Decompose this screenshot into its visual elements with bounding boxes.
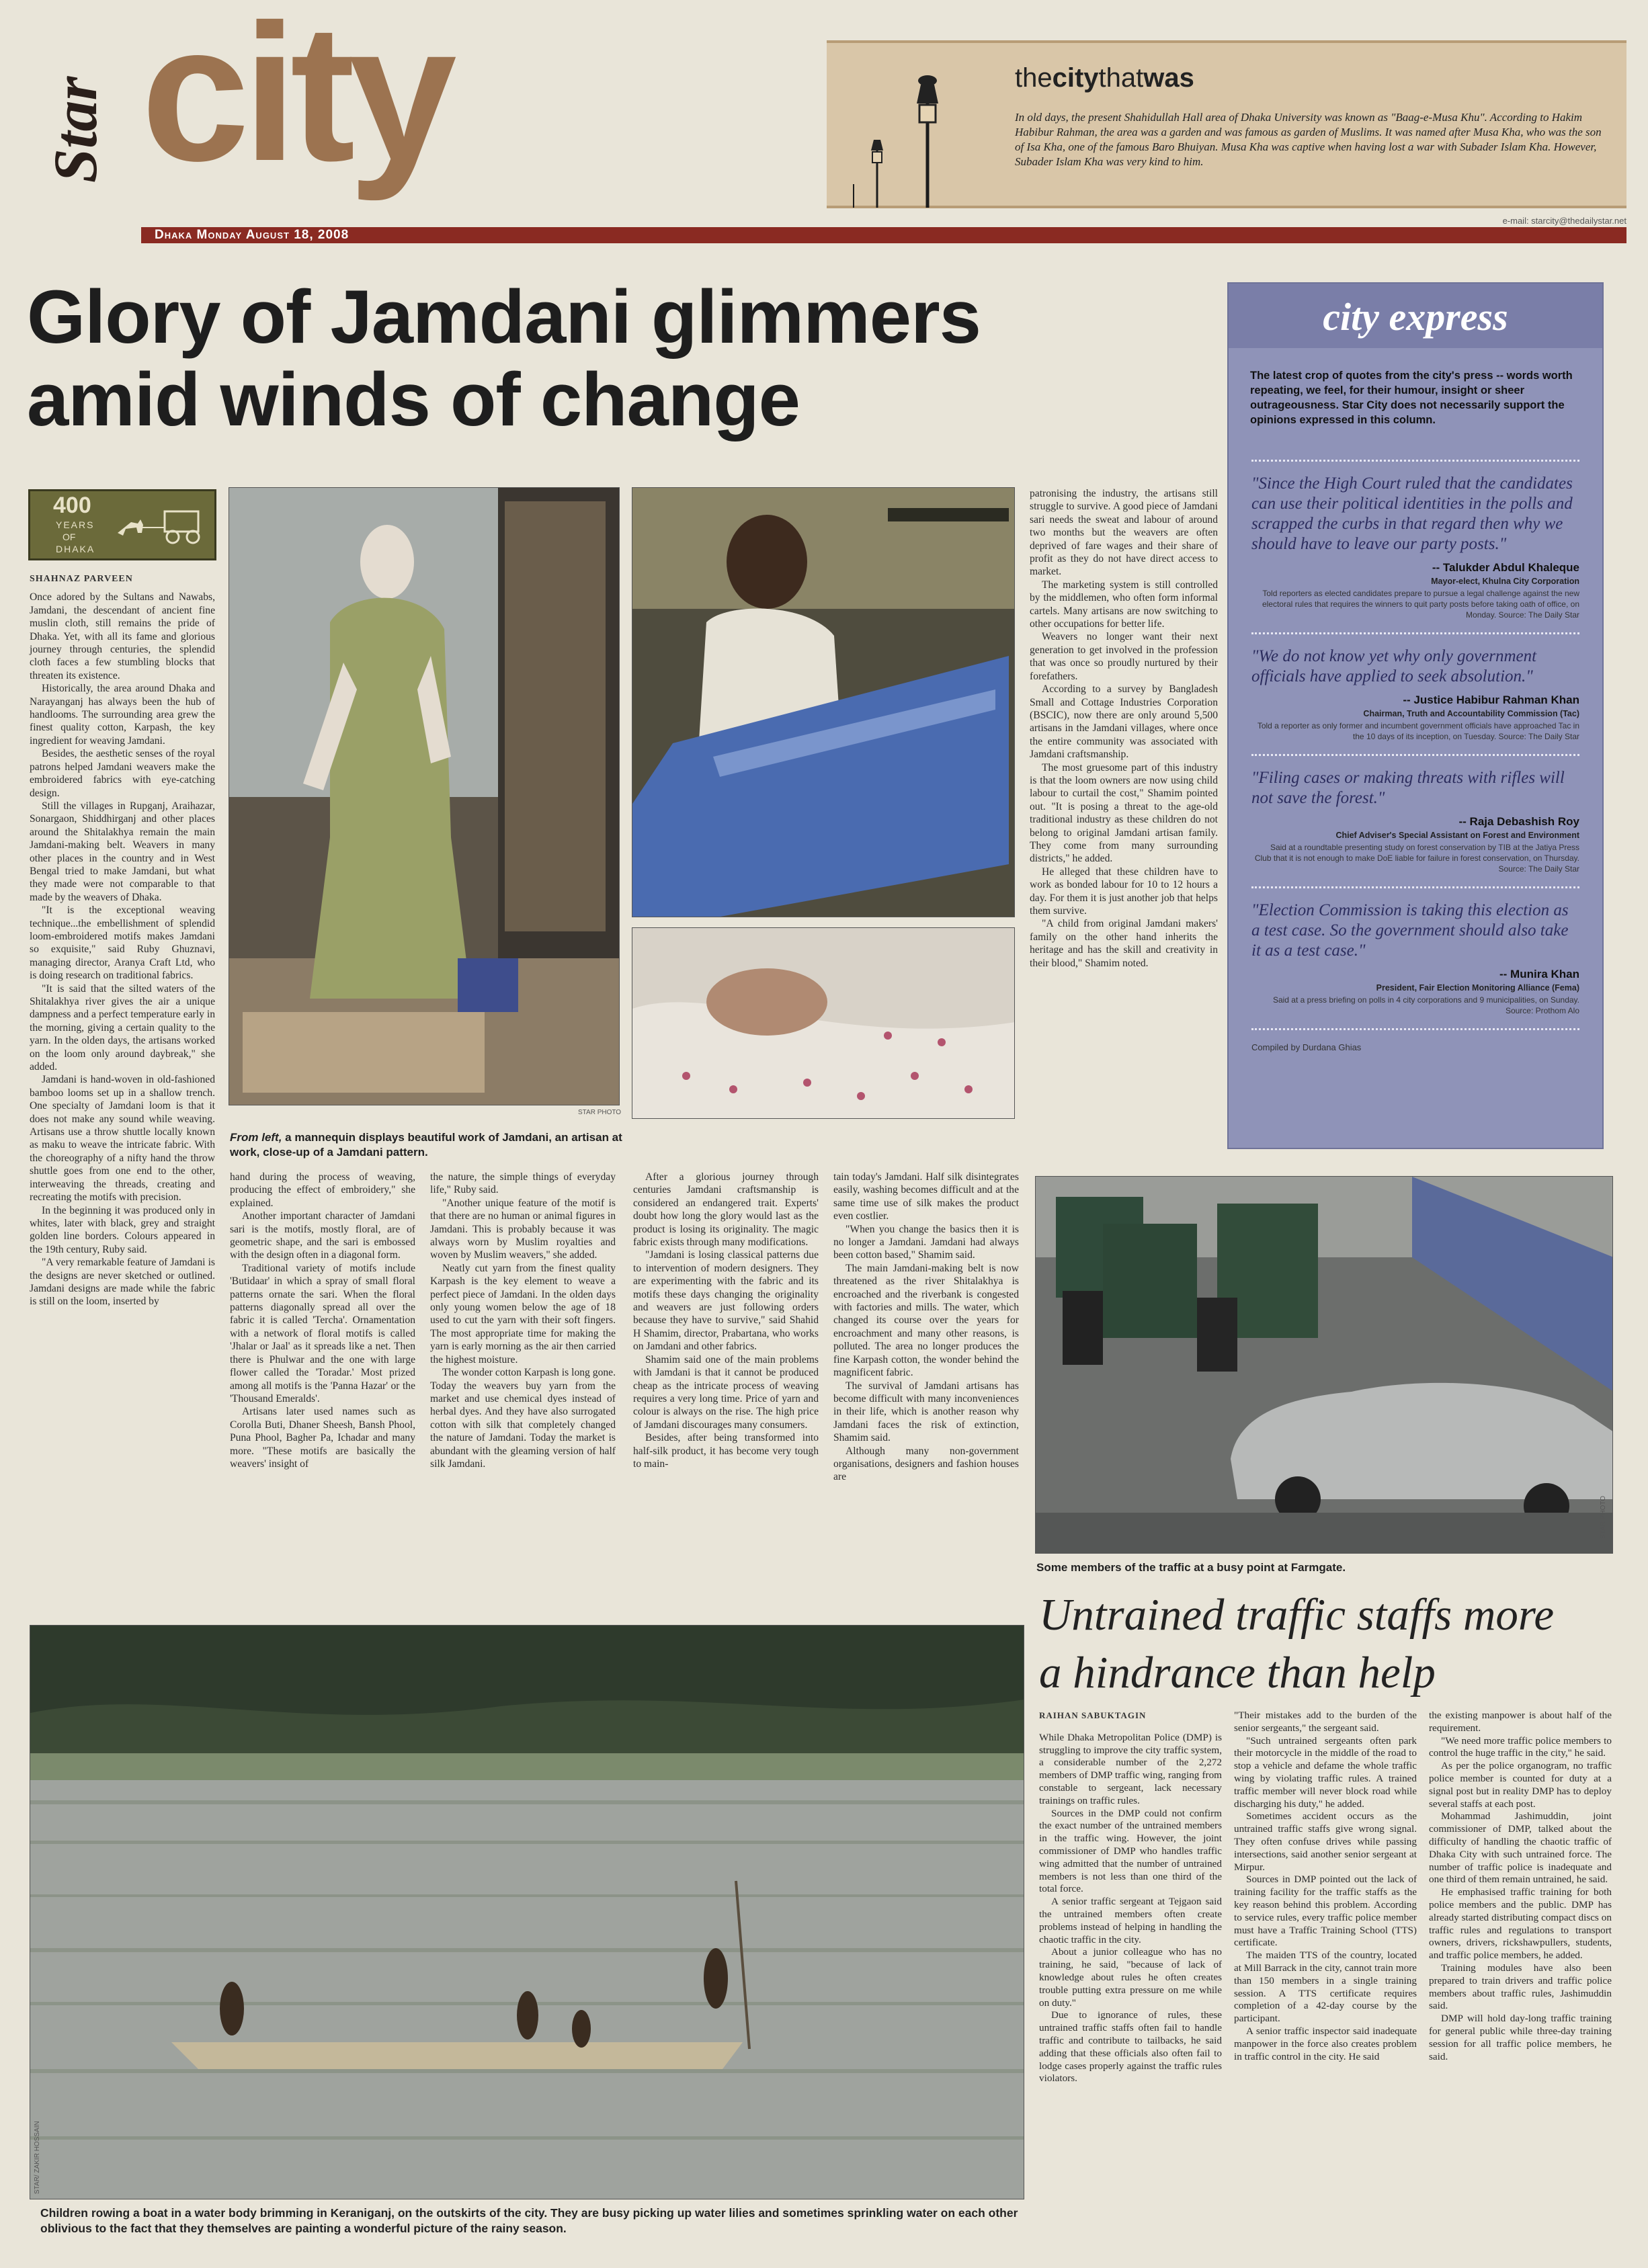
quote-text: "We do not know yet why only government officials have applied to seek absolution." bbox=[1251, 647, 1537, 685]
traffic-headline-line-2: a hindrance than help bbox=[1039, 1648, 1436, 1697]
paragraph: "When you change the basics then it is no longer a Jamdani. Jamdani had always been cotton based," Shamim said. bbox=[833, 1223, 1019, 1261]
badge-years: YEARS bbox=[56, 519, 95, 530]
headline-line-1: Glory of Jamdani glimmers bbox=[27, 275, 981, 359]
quote-item bbox=[1251, 474, 1579, 620]
paragraph: Besides, the aesthetic senses of the royal patrons helped Jamdani weavers make the embroidered fabrics with eye-catching design. bbox=[30, 748, 215, 799]
quote-item bbox=[1251, 646, 1579, 742]
quote-source: Told reporters as elected candidates prepare to pursue a legal challenge against the new electoral rules that requires the winners to quit party posts before taking oath of office, on Monday. Source: The Daily Star bbox=[1262, 589, 1579, 620]
city-express-box bbox=[1227, 282, 1604, 1149]
traffic-article-col-2 bbox=[1234, 1710, 1417, 2063]
badge-number: 400 bbox=[53, 493, 91, 518]
quote-name: -- Talukder Abdul Khaleque bbox=[1432, 561, 1579, 574]
city-express-quotes bbox=[1251, 460, 1579, 1052]
main-article-col-1 bbox=[30, 573, 215, 1308]
traffic-image bbox=[1036, 1177, 1613, 1554]
paragraph: Sometimes accident occurs as the untrained traffic staffs give wrong signal. They often confuse drives while passing intersections, said another senior sergeant at Mirpur. bbox=[1234, 1810, 1417, 1873]
paragraph: The wonder cotton Karpash is long gone. Today the weavers buy yarn from the market and use chemical dyes instead of herbal dyes. And they have also surrogated cotton with silk that completely changed the nature of Jamdani. Today the market is abundant with the gleaming version of half silk Jamdani. bbox=[430, 1367, 616, 1470]
paragraph: "A very remarkable feature of Jamdani is the designs are never sketched or outlined. Jamdani designs are made while the fabric is still on the loom, inserted by bbox=[30, 1257, 215, 1308]
pattern-closeup-photo bbox=[632, 927, 1015, 1119]
traffic-byline: RAIHAN SABUKTAGIN bbox=[1039, 1710, 1147, 1720]
title-city: city bbox=[1052, 63, 1099, 93]
paragraph: DMP will hold day-long traffic training for general public while three-day training session for all traffic police members, he said. bbox=[1429, 2013, 1612, 2062]
mannequin-photo bbox=[229, 487, 620, 1105]
dateline-rule bbox=[141, 227, 1626, 243]
traffic-article-col-3 bbox=[1429, 1710, 1612, 2063]
quote-text: "Election Commission is taking this election as a test case. So the government should also take it as a test case." bbox=[1251, 901, 1569, 960]
paragraph: Sources in the DMP could not confirm the exact number of the untrained members in the traffic wing. However, the joint commissioner of DMP who handles traffic wing admitted that the number of untrained members is not less than one third of the total force. bbox=[1039, 1807, 1222, 1895]
quote-item bbox=[1251, 768, 1579, 874]
divider bbox=[1251, 1028, 1579, 1030]
main-headline bbox=[27, 276, 1210, 441]
paragraph: According to a survey by Bangladesh Small and Cottage Industries Corporation (BSCIC), now there are only around 5,500 artisans in the Jamdani villages, where once the entire community was associated with Jamdani craftsmanship. bbox=[1030, 683, 1218, 761]
paragraph: In the beginning it was produced only in whites, later with black, grey and straight golden line borders. Colours appeared in the 19th century, Ruby said. bbox=[30, 1204, 215, 1255]
city-express-header bbox=[1229, 284, 1602, 348]
quote-source: Said at a press briefing on polls in 4 city corporations and 9 municipalities, on Sunday. Source: Prothom Alo bbox=[1272, 995, 1579, 1015]
paragraph: patronising the industry, the artisans still struggle to survive. A good piece of Jamdani sari needs the sweat and labour of around two months but the weavers are often deprived of fare wages and their share of profit as they do not have direct access to market. bbox=[1030, 488, 1218, 578]
paragraph: the nature, the simple things of everyday life," Ruby said. bbox=[430, 1171, 616, 1196]
paragraph: The main Jamdani-making belt is now threatened as the river Shitalakhya is encroached and the riverbank is congested with factories and mills. The water, which changed its course over the years for encroachment and many other reasons, is polluted. The area no longer produces the fine Karpash cotton, the wonder behind the magnificent fabric. bbox=[833, 1262, 1019, 1379]
divider bbox=[1251, 886, 1579, 888]
paragraph: Sources in DMP pointed out the lack of training facility for the traffic staffs as the key reason behind this problem. According to service rules, every traffic police member must have a Traffic Training School (TTS) certificate. bbox=[1234, 1874, 1417, 1949]
main-article-col-4 bbox=[633, 1171, 819, 1470]
traffic-photo-credit: STAR PHOTO bbox=[1600, 1495, 1607, 1539]
paragraph: Historically, the area around Dhaka and Narayanganj has always been the hub of handlooms. The surrounding area grew the finest quality cotton, Karpash, the key ingredient for weaving Jamdani. bbox=[30, 683, 215, 747]
quote-role: Chief Adviser's Special Assistant on Forest and Environment bbox=[1335, 831, 1579, 840]
pattern-image bbox=[632, 928, 1015, 1119]
divider bbox=[1251, 460, 1579, 462]
quote-source: Told a reporter as only former and incumbent government officials have approached Tac in the 10 days of its inception, on Tuesday. Source: The Daily Star bbox=[1257, 721, 1579, 741]
title-the: the bbox=[1015, 63, 1053, 93]
paragraph: The most gruesome part of this industry is that the loom owners are now using child labour to curtail the cost," Shamim pointed out. "It is posing a threat to the age-old traditional industry as these children do not belong to original Jamdani artisan family. They come from many surrounding districts," he added. bbox=[1030, 761, 1218, 865]
traffic-headline-line-1: Untrained traffic staffs more bbox=[1039, 1590, 1555, 1640]
paragraph: "It is said that the silted waters of the Shitalakhya river gives the air a unique dampness and a perfect temperature early in the morning, giving a certain quality to the yarn. In the olden days, the artisans worked on the loom only around daybreak," she added. bbox=[30, 982, 215, 1073]
quote-role: President, Fair Election Monitoring Alliance (Fema) bbox=[1376, 983, 1579, 993]
main-article-col-5 bbox=[833, 1171, 1019, 1484]
main-article-col-2 bbox=[230, 1171, 415, 1470]
paragraph: Traditional variety of motifs include 'Butidaar' in which a spray of small floral patterns ornate the sari. When the floral patterns diagonally spread all over the fabric it is called 'Tercha'. Ornamentation with a network of floral motifs is called 'Jhalar or Jaal' as it spreads like a net. Then there is Phulwar and the one with large flower called the 'Toradar.' Most prized among all motifs is the 'Panna Hazar' or the 'Thousand Emeralds'. bbox=[230, 1262, 415, 1404]
traffic-headline bbox=[1039, 1586, 1617, 1702]
paragraph: A senior traffic inspector said inadequate manpower in the force also creates problem in traffic control in the city. He said bbox=[1234, 2025, 1417, 2062]
artisan-photo bbox=[632, 487, 1015, 917]
paragraph: Still the villages in Rupganj, Araihazar, Sonargaon, Shiddhirganj and other places around the Shitalakhya remain the main Jamdani-making belt. Weavers in many other places in the country and in West Bengal tried to make Jamdani, but what they made were not comparable to that made by the weavers of Dhaka. bbox=[30, 800, 215, 903]
paragraph: About a junior colleague who has no training, he said, "because of lack of knowledge about rules he often creates trouble putting extra pressure on me while on duty." bbox=[1039, 1946, 1222, 2009]
caption-lead: From left, bbox=[230, 1131, 282, 1144]
main-photo-caption bbox=[230, 1130, 626, 1160]
city-that-was-title bbox=[1015, 63, 1194, 93]
paragraph: The survival of Jamdani artisans has become difficult with many inconveniences in their life, which is another reason why Jamdani faces the risk of extinction, Shamim said. bbox=[833, 1380, 1019, 1444]
mannequin-image bbox=[229, 488, 620, 1105]
paragraph: hand during the process of weaving, producing the effect of embroidery," she explained. bbox=[230, 1171, 415, 1209]
paragraph: He emphasised traffic training for both police members and the public. DMP has already started distributing compact discs on traffic rules and regulations to transport owners, drivers, rickshawpullers, students, and traffic police members, he added. bbox=[1429, 1886, 1612, 1962]
paragraph: Neatly cut yarn from the finest quality Karpash is the key element to weave a perfect piece of Jamdani. In the olden days only young women below the age of 18 used to cut the yarn with their soft fingers. The most appropriate time for making the yarn is early morning as the air then carried the highest moisture. bbox=[430, 1262, 616, 1366]
quote-name: -- Raja Debashish Roy bbox=[1458, 815, 1579, 828]
paragraph: He alleged that these children have to work as bonded labour for 10 to 12 hours a day. For them it is just another job that helps them survive. bbox=[1030, 866, 1218, 917]
paragraph: The maiden TTS of the country, located at Mill Barrack in the city, cannot train more than 150 members in a single training session. A TTS certificate requires completion of a 42-day course by the participant. bbox=[1234, 1949, 1417, 2025]
paragraph: After a glorious journey through centuries Jamdani craftsmanship is considered an endangered trait. Experts' doubt how long the glory would last as the product is losing its originality. The magic fabric exists through many modifications. bbox=[633, 1171, 819, 1249]
artisan-image bbox=[632, 488, 1015, 917]
badge-of: OF bbox=[63, 532, 76, 542]
quote-text: "Filing cases or making threats with rifles will not save the forest." bbox=[1251, 769, 1565, 807]
traffic-article-col-1 bbox=[1039, 1710, 1222, 2085]
traffic-photo-caption: Some members of the traffic at a busy point at Farmgate. bbox=[1036, 1561, 1346, 1574]
paragraph: The marketing system is still controlled by the middlemen, who often form informal cartels. Many artisans are now switching to other occupations for better life. bbox=[1030, 579, 1218, 630]
title-was: was bbox=[1143, 63, 1194, 93]
paragraph: Another important character of Jamdani sari is the motifs, mostly floral, are of geometric shape, and the sari is embossed with the design often in a diagonal form. bbox=[230, 1210, 415, 1261]
traffic-photo bbox=[1035, 1176, 1613, 1554]
river-photo-caption: Children rowing a boat in a water body brimming in Keraniganj, on the outskirts of the city. They are busy picking up water lilies and sometimes sprinkling water on each other oblivious to the fact that they themselves are painting a wonderful picture of the rainy season. bbox=[40, 2206, 1018, 2235]
paragraph: "We need more traffic police members to control the huge traffic in the city," he said. bbox=[1429, 1734, 1612, 1759]
dhaka-400-badge bbox=[28, 489, 216, 560]
quote-item bbox=[1251, 900, 1579, 1016]
brand-title: city bbox=[141, 0, 450, 202]
paragraph: While Dhaka Metropolitan Police (DMP) is struggling to improve the city traffic system, a considerable number of the 2,272 members of DMP traffic wing, ranging from constable to sergeant, lack necessary trainings on traffic rules. bbox=[1039, 1731, 1222, 1806]
river-image bbox=[30, 1626, 1024, 2199]
city-that-was-text: In old days, the present Shahidullah Hall area of Dhaka University was known as "Baag-e-Musa Khu". According to Hakim Habibur Rahman, the area was a garden and was famous as garden of Muslims. It was named after Musa Kha, who was the son of Isa Kha, one of the famous Baro Bhuiyan. Musa Kha was captive when having lost a war with Subader Islam Kha. However, Subader Islam Kha was very kind to him. bbox=[1015, 111, 1602, 168]
paragraph: A senior traffic sergeant at Tejgaon said the untrained members often create problems instead of helping in handling the chaotic traffic in the city. bbox=[1039, 1896, 1222, 1945]
paragraph: Weavers no longer want their next generation to get involved in the profession that was once so proudly nurtured by their forefathers. bbox=[1030, 631, 1218, 682]
paragraph: tain today's Jamdani. Half silk disintegrates easily, washing becomes difficult and at the same time use of silk makes the product even costlier. bbox=[833, 1171, 1019, 1222]
paragraph: "Jamdani is losing classical patterns due to intervention of modern designers. They are experimenting with the fabric and its motifs these days changing the originality and weavers are just following orders because they have to survive," said Shahid H Shamim, director, Prabartana, who works on Jamdani and other fabrics. bbox=[633, 1249, 819, 1353]
photo-credit: STAR PHOTO bbox=[578, 1109, 622, 1116]
city-that-was-box bbox=[827, 40, 1626, 208]
paragraph: Although many non-government organisations, designers and fashion houses are bbox=[833, 1445, 1019, 1483]
quote-name: -- Munira Khan bbox=[1499, 968, 1579, 980]
river-photo-credit: STAR/ ZAKIR HOSSAIN bbox=[34, 2121, 41, 2194]
paragraph: "A child from original Jamdani makers' family on the other hand inherits the heritage and has the skill and creativity in their blood," Shamim noted. bbox=[1030, 918, 1218, 969]
paragraph: "Another unique feature of the motif is that there are no human or animal figures in Jamdani. This is probably because it was always worn by Muslim royalties and woven by Muslim weavers," she added. bbox=[430, 1197, 616, 1261]
quote-name: -- Justice Habibur Rahman Khan bbox=[1403, 694, 1579, 706]
paragraph: Mohammad Jashimuddin, joint commissioner of DMP, talked about the difficulty of handling the chaotic traffic of Dhaka City with such untrained force. The number of traffic police is inadequate and one third of them remain untrained, he said. bbox=[1429, 1810, 1612, 1886]
paragraph: the existing manpower is about half of the requirement. bbox=[1429, 1710, 1612, 1734]
city-express-title: city express bbox=[1323, 295, 1508, 339]
paragraph: Due to ignorance of rules, these untrained traffic staffs often fail to handle traffic and contribute to tailbacks, he said adding that these officials also often fail to lodge cases properly against the traffic rules violators. bbox=[1039, 2009, 1222, 2085]
quote-source: Said at a roundtable presenting study on forest conservation by TIB at the Jatiya Press Club that it is not enough to make DoE liable for failure in forest conservation, on Thursday. Source: The Daily Star bbox=[1254, 843, 1579, 874]
headline-line-2: amid winds of change bbox=[27, 358, 800, 442]
main-article-col-6 bbox=[1030, 487, 1218, 970]
quote-text: "Since the High Court ruled that the candidates can use their political identities in the polls and scrapped the curbs in that regard then why we should have to leave our party posts." bbox=[1251, 474, 1573, 553]
city-express-intro: The latest crop of quotes from the city's press -- words worth repeating, we feel, for their humour, insight or sheer outrageousness. Star City does not necessarily support the opinions expressed in this column. bbox=[1250, 370, 1573, 426]
paragraph: Once adored by the Sultans and Nawabs, Jamdani, the descendant of ancient fine muslin cloth, still remains the pride of Dhaka. Yet, with all its fame and glorious journey through centuries, the splendid cloth faces a few stumbling blocks that threaten its existence. bbox=[30, 591, 215, 681]
divider bbox=[1251, 632, 1579, 634]
title-that: that bbox=[1098, 63, 1144, 93]
byline: SHAHNAZ PARVEEN bbox=[30, 574, 133, 584]
brand-prefix: Star bbox=[41, 76, 110, 183]
paragraph: Shamim said one of the main problems with Jamdani is that it cannot be produced cheap as the intricate process of weaving requires a very long time. Price of yarn and colour is always on the rise. The high price of Jamdani discourages many consumers. bbox=[633, 1353, 819, 1431]
badge-dhaka: DHAKA bbox=[56, 544, 95, 554]
main-article-col-3 bbox=[430, 1171, 616, 1470]
paragraph: "It is the exceptional weaving technique...the embellishment of splendid loom-embroidered motifs makes Jamdani so exquisite," said Ruby Ghuznavi, managing director, Aranya Craft Ltd, who is doing research on traditional fabrics. bbox=[30, 905, 215, 982]
river-photo bbox=[30, 1625, 1024, 2199]
street-lamp-icon bbox=[847, 50, 981, 211]
masthead bbox=[27, 0, 1626, 261]
quote-role: Mayor-elect, Khulna City Corporation bbox=[1431, 577, 1579, 586]
paragraph: As per the police organogram, no traffic police member is counted for duty at a signal post but in reality DMP has to deploy several staffs at each post. bbox=[1429, 1760, 1612, 1810]
paragraph: Jamdani is hand-woven in old-fashioned bamboo looms set up in a shallow trench. One specialty of Jamdani loom is that it does not make any sound while weaving. Artisans use a throw shuttle locally known as maku to weave the intricate fabric. With the choreography of a nifty hand the throw shuttle goes from one end to the other, interweaving the threads, creating and recreating the motifs with precision. bbox=[30, 1074, 215, 1204]
dateline: Dhaka Monday August 18, 2008 bbox=[155, 228, 349, 242]
caption-text: a mannequin displays beautiful work of Jamdani, an artisan at work, close-up of a Jamdani pattern. bbox=[230, 1131, 622, 1159]
paragraph: Besides, after being transformed into half-silk product, it has become very tough to main- bbox=[633, 1432, 819, 1470]
horse-carriage-icon bbox=[111, 506, 212, 546]
paragraph: Artisans later used names such as Corolla Buti, Dhaner Sheesh, Bansh Phool, Puna Phool, Bagher Pa, Ichadar and many more. "These motifs are basically the weavers' insight of bbox=[230, 1406, 415, 1470]
paragraph: Training modules have also been prepared to train drivers and traffic police members about traffic rules, Jashimuddin said. bbox=[1429, 1962, 1612, 2012]
paragraph: "Their mistakes add to the burden of the senior sergeants," the sergeant said. bbox=[1234, 1710, 1417, 1734]
email: e-mail: starcity@thedailystar.net bbox=[1502, 216, 1626, 226]
paragraph: "Such untrained sergeants often park their motorcycle in the middle of the road to stop a vehicle and defame the whole traffic wing by violating traffic rules. A trained traffic member will never block road while discharging his duty," he added. bbox=[1234, 1734, 1417, 1810]
quote-role: Chairman, Truth and Accountability Commission (Tac) bbox=[1363, 709, 1579, 718]
divider bbox=[1251, 754, 1579, 756]
compiled-by: Compiled by Durdana Ghias bbox=[1251, 1042, 1362, 1052]
